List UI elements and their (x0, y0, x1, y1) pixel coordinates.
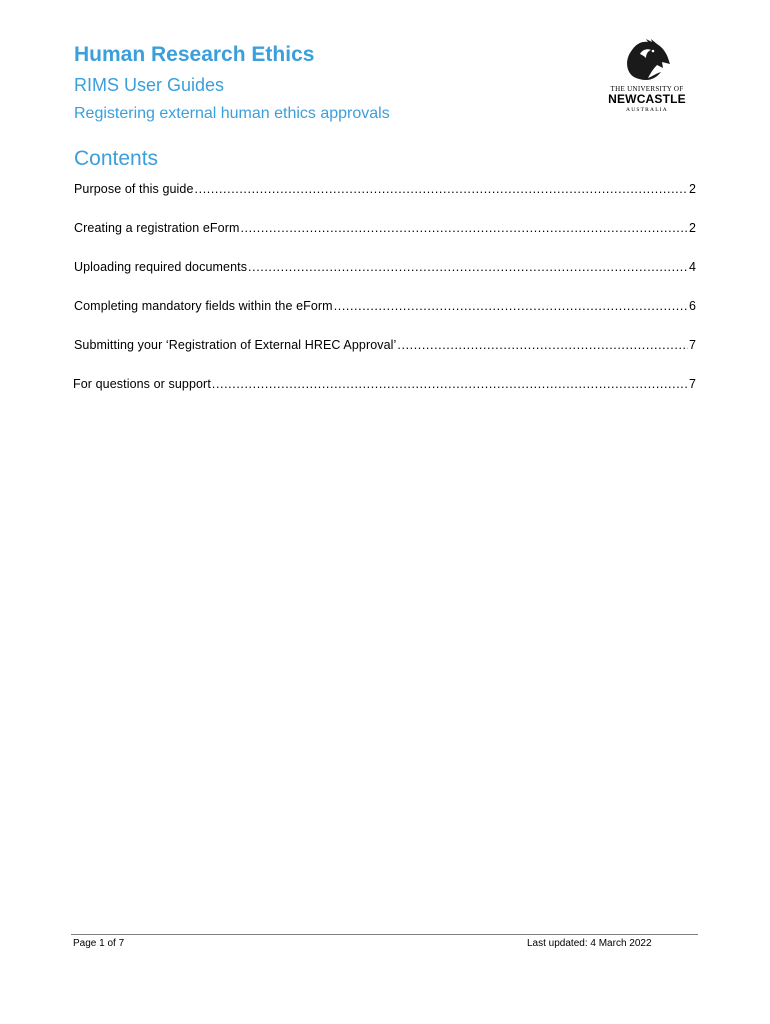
toc-dot-leader (397, 338, 688, 352)
contents-heading: Contents (74, 147, 159, 170)
footer-page-number: Page 1 of 7 (73, 938, 125, 949)
toc-entry-creating-eform[interactable] (74, 221, 696, 260)
footer-last-updated: Last updated: 4 March 2022 (527, 938, 652, 949)
table-of-contents (74, 182, 696, 416)
university-logo (602, 38, 692, 116)
toc-dot-leader (248, 260, 688, 274)
toc-entry-text: Completing mandatory fields within the eForm (74, 299, 333, 313)
toc-entry-text: Creating a registration eForm (74, 221, 240, 235)
toc-dot-leader (195, 182, 688, 196)
toc-dot-leader (334, 299, 688, 313)
toc-entry-mandatory-fields[interactable] (74, 299, 696, 338)
toc-page-number: 4 (688, 260, 696, 274)
seahorse-crest-icon (627, 39, 670, 80)
toc-page-number: 2 (688, 221, 696, 235)
logo-line-1: THE UNIVERSITY OF (610, 85, 684, 93)
document-subject: Registering external human ethics approvals (74, 105, 390, 122)
toc-entry-text: Submitting your ‘Registration of External HREC Approval’ (74, 338, 397, 352)
toc-dot-leader (240, 221, 687, 235)
toc-entry-purpose[interactable] (74, 182, 696, 221)
toc-entry-text: Uploading required documents (74, 260, 248, 274)
toc-page-number: 7 (688, 377, 696, 391)
logo-line-2: NEWCASTLE (608, 92, 686, 106)
document-subtitle: RIMS User Guides (74, 75, 225, 95)
toc-page-number: 2 (688, 182, 696, 196)
toc-dot-leader (212, 377, 688, 391)
logo-line-3: AUSTRALIA (626, 107, 668, 113)
toc-entry-questions-support[interactable] (73, 377, 696, 416)
toc-page-number: 7 (688, 338, 696, 352)
toc-page-number: 6 (688, 299, 696, 313)
toc-entry-text: Purpose of this guide (74, 182, 194, 196)
toc-entry-submitting-registration[interactable] (74, 338, 696, 377)
toc-entry-text: For questions or support (73, 377, 211, 391)
footer-divider (71, 934, 698, 935)
document-title: Human Research Ethics (74, 43, 315, 66)
toc-entry-uploading-documents[interactable] (74, 260, 696, 299)
